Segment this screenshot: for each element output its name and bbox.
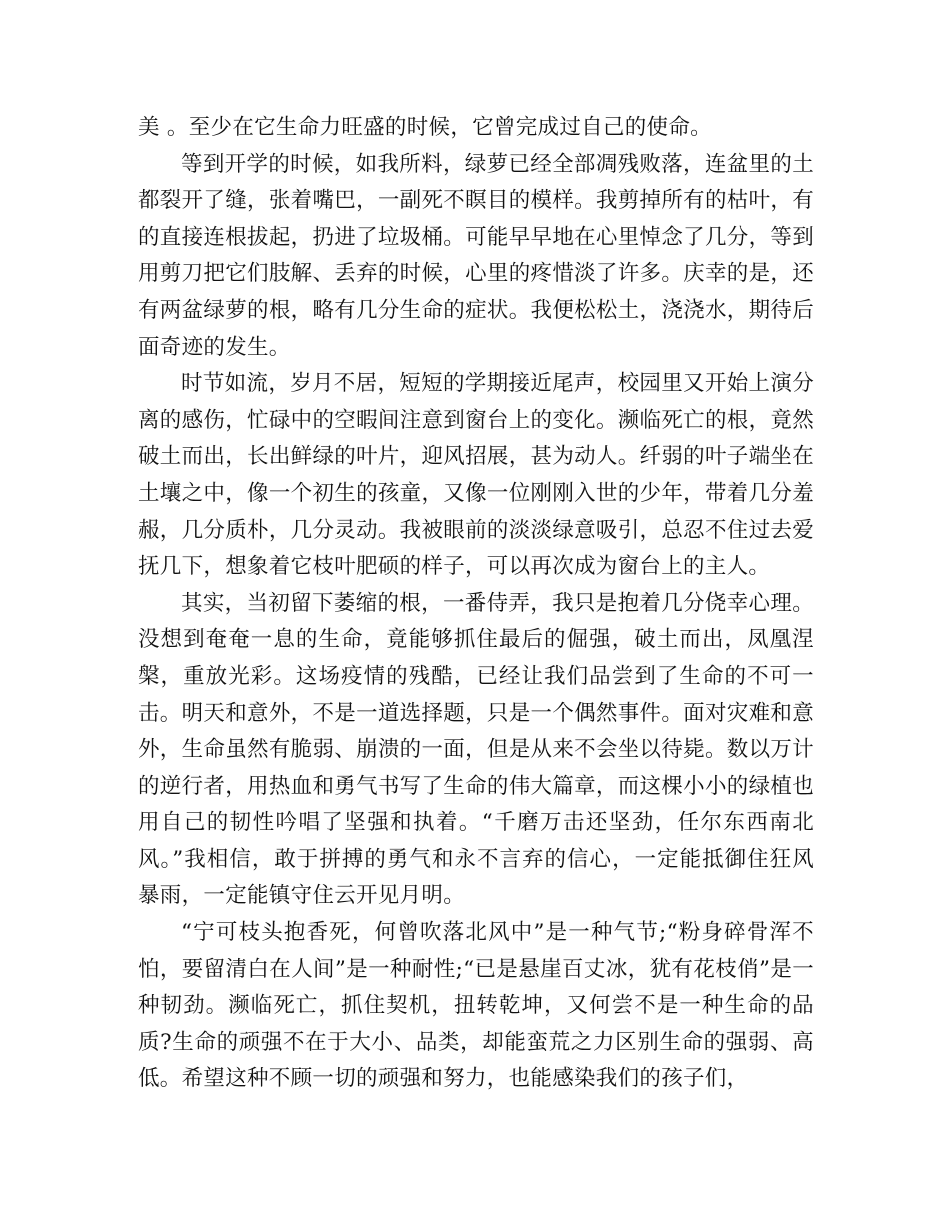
paragraph-resilience: 其实，当初留下萎缩的根，一番侍弄，我只是抱着几分侥幸心理。没想到奄奄一息的生命，竟能够抓住最后的倔强，破土而出，凤凰涅槃，重放光彩。这场疫情的残酷，已经让我们品尝到了生命的不可一击。明天和意外，不是一道选择题，只是一个偶然事件。面对灾难和意外，生命虽然有脆弱、崩溃的一面，但是从来不会坐以待毙。数以万计的逆行者，用热血和勇气书写了生命的伟大篇章，而这棵小小的绿植也用自己的韧性吟唱了坚强和执着。“千磨万击还坚劲，任尔东西南北风。”我相信，敢于拼搏的勇气和永不言弃的信心，一定能抵御住狂风暴雨，一定能镇守住云开见月明。 <box>138 590 814 909</box>
document-body <box>138 110 814 1098</box>
paragraph-poems: “宁可枝头抱香死，何曾吹落北风中”是一种气节;“粉身碎骨浑不怕，要留清白在人间”是一种耐性;“已是悬崖百丈冰，犹有花枝俏”是一种韧劲。濒临死亡，抓住契机，扭转乾坤，又何尝不是一种生命的品质?生命的顽强不在于大小、品类，却能蛮荒之力区别生命的强弱、高低。希望这种不顾一切的顽强和努力，也能感染我们的孩子们， <box>138 920 814 1092</box>
paragraph-continuation: 美 。至少在它生命力旺盛的时候，它曾完成过自己的使命。 <box>138 115 712 140</box>
paragraph-withered-pothos: 等到开学的时候，如我所料，绿萝已经全部凋残败落，连盆里的土都裂开了缝，张着嘴巴，一副死不瞑目的模样。我剪掉所有的枯叶，有的直接连根拔起，扔进了垃圾桶。可能早早地在心里悼念了几分，等到用剪刀把它们肢解、丢弃的时候，心里的疼惜淡了许多。庆幸的是，还有两盆绿萝的根，略有几分生命的症状。我便松松土，浇浇水，期待后面奇迹的发生。 <box>138 151 814 360</box>
paragraph-new-leaves: 时节如流，岁月不居，短短的学期接近尾声，校园里又开始上演分离的感伤，忙碌中的空暇间注意到窗台上的变化。濒临死亡的根，竟然破土而出，长出鲜绿的叶片，迎风招展，甚为动人。纤弱的叶子端坐在土壤之中，像一个初生的孩童，又像一位刚刚入世的少年，带着几分羞赧，几分质朴，几分灵动。我被眼前的淡淡绿意吸引，总忍不住过去爱抚几下，想象着它枝叶肥硕的样子，可以再次成为窗台上的主人。 <box>138 371 814 580</box>
